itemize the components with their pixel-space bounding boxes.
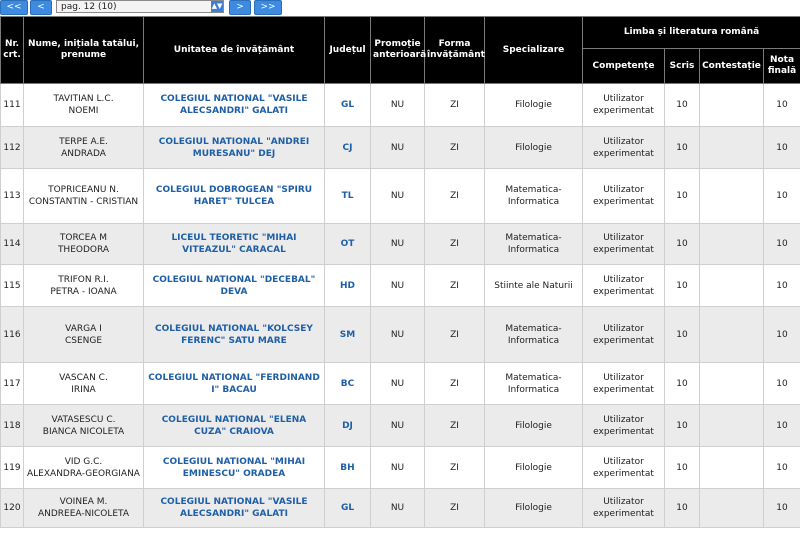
- cell-nota: [764, 127, 800, 169]
- cell-comp-text: Utilizator: [603, 274, 644, 285]
- cell-nota: [764, 489, 800, 528]
- table-row: [1, 363, 800, 405]
- cell-nr: [1, 363, 24, 405]
- table-row: [1, 307, 800, 363]
- cell-county-text: CJ: [342, 142, 353, 153]
- cell-scris: [665, 265, 700, 307]
- cell-scris: [665, 84, 700, 127]
- cell-promo: [371, 224, 425, 265]
- table-row: [1, 224, 800, 265]
- cell-name: [24, 489, 144, 528]
- cell-name: [24, 224, 144, 265]
- cell-promo-text: NU: [390, 378, 405, 389]
- cell-promo: [371, 265, 425, 307]
- cell-form: [425, 405, 485, 447]
- cell-school: [144, 127, 325, 169]
- cell-nota-text: 10: [776, 142, 788, 153]
- cell-school-text: COLEGIUL NATIONAL "ELENA: [161, 414, 307, 425]
- page-select[interactable]: [56, 0, 224, 13]
- cell-spec-text: Informatica: [507, 384, 560, 395]
- cell-scris-text: 10: [676, 100, 688, 110]
- cell-spec-text: Filologie: [515, 420, 552, 431]
- cell-name: [24, 169, 144, 224]
- cell-school-text: COLEGIUL NATIONAL "MIHAI: [162, 456, 306, 467]
- table-row: [1, 169, 800, 224]
- cell-spec-text: Matematica-: [505, 185, 562, 195]
- cell-form: [425, 265, 485, 307]
- cell-form: [425, 84, 485, 127]
- cell-form: [425, 224, 485, 265]
- col-header-form: Forma învățământ: [425, 17, 485, 84]
- cell-scris: [665, 489, 700, 528]
- cell-school-text: ALECSANDRI" GALATI: [179, 509, 288, 519]
- cell-school-text: FERENC" SATU MARE: [181, 335, 287, 346]
- cell-nota: [764, 169, 800, 224]
- cell-nr-text: 111: [3, 100, 21, 110]
- cell-scris: [665, 405, 700, 447]
- cell-promo: [371, 127, 425, 169]
- cell-spec-text: Informatica: [507, 197, 560, 207]
- col-header-name: Nume, inițiala tatălui, prenume: [24, 17, 144, 84]
- cell-name-text: NOEMI: [68, 106, 99, 116]
- cell-school-text: VITEAZUL" CARACAL: [182, 245, 286, 255]
- cell-form-text: ZI: [450, 142, 459, 153]
- col-header-county: Județul: [325, 17, 371, 84]
- cell-nr-text: 112: [3, 142, 21, 153]
- cell-name-text: PETRA - IOANA: [50, 286, 117, 297]
- cell-cont: [700, 127, 764, 169]
- cell-school-text: EMINESCU" ORADEA: [182, 468, 286, 479]
- col-header-nr: Nr. crt.: [1, 17, 24, 84]
- cell-comp-text: experimentat: [593, 509, 654, 519]
- cell-name-text: THEODORA: [57, 245, 110, 255]
- cell-nota: [764, 224, 800, 265]
- cell-nr-text: 114: [3, 239, 21, 249]
- cell-school-text: COLEGIUL NATIONAL "FERDINAND: [148, 372, 320, 383]
- cell-county: [325, 224, 371, 265]
- cell-promo-text: NU: [390, 239, 405, 249]
- cell-school-text: CUZA" CRAIOVA: [194, 426, 274, 437]
- cell-comp: [583, 363, 665, 405]
- cell-scris-text: 10: [676, 142, 688, 153]
- cell-spec: [485, 84, 583, 127]
- cell-school-text: ALECSANDRI" GALATI: [179, 106, 288, 116]
- cell-nota: [764, 363, 800, 405]
- page-select-value: pag. 12 (10): [61, 2, 117, 12]
- col-header-spec: Specializare: [485, 17, 583, 84]
- cell-cont: [700, 405, 764, 447]
- cell-promo: [371, 84, 425, 127]
- cell-spec-text: Informatica: [507, 245, 560, 255]
- cell-comp-text: experimentat: [593, 286, 654, 297]
- cell-name: [24, 84, 144, 127]
- cell-comp-text: Utilizator: [603, 456, 644, 467]
- cell-county-text: SM: [339, 329, 356, 340]
- cell-nr: [1, 447, 24, 489]
- cell-promo: [371, 447, 425, 489]
- cell-county-text: BC: [340, 378, 355, 389]
- cell-name: [24, 447, 144, 489]
- cell-comp-text: experimentat: [593, 106, 654, 116]
- cell-promo-text: NU: [390, 100, 405, 110]
- cell-nota: [764, 265, 800, 307]
- cell-promo: [371, 169, 425, 224]
- cell-name: [24, 307, 144, 363]
- table-row: [1, 447, 800, 489]
- col-header-comp: Competențe: [583, 49, 665, 84]
- cell-form-text: ZI: [450, 420, 459, 431]
- cell-form-text: ZI: [450, 503, 459, 513]
- cell-name-text: TERPE A.E.: [59, 136, 108, 147]
- cell-form: [425, 489, 485, 528]
- cell-comp-text: experimentat: [593, 468, 654, 479]
- cell-scris-text: 10: [676, 462, 688, 473]
- cell-scris: [665, 307, 700, 363]
- cell-promo-text: NU: [390, 420, 405, 431]
- cell-form-text: ZI: [450, 462, 459, 473]
- cell-scris-text: 10: [676, 280, 688, 291]
- cell-comp: [583, 169, 665, 224]
- cell-name-text: ALEXANDRA-GEORGIANA: [27, 468, 140, 479]
- cell-school: [144, 447, 325, 489]
- cell-promo: [371, 363, 425, 405]
- cell-cont: [700, 169, 764, 224]
- cell-comp: [583, 84, 665, 127]
- cell-county: [325, 363, 371, 405]
- cell-nota: [764, 405, 800, 447]
- cell-comp-text: Utilizator: [603, 233, 644, 243]
- cell-comp-text: Utilizator: [603, 94, 644, 104]
- cell-school: [144, 489, 325, 528]
- cell-name-text: VASCAN C.: [59, 372, 108, 383]
- cell-promo-text: NU: [390, 462, 405, 473]
- table-row: [1, 127, 800, 169]
- cell-cont: [700, 265, 764, 307]
- col-header-promo: Promoție anterioară: [371, 17, 425, 84]
- cell-comp: [583, 447, 665, 489]
- prev-page-button[interactable]: <: [30, 0, 52, 15]
- cell-county-text: DJ: [342, 420, 353, 431]
- cell-comp-text: experimentat: [593, 335, 654, 346]
- cell-form: [425, 363, 485, 405]
- cell-name-text: BIANCA NICOLETA: [42, 426, 125, 437]
- cell-cont: [700, 307, 764, 363]
- cell-comp: [583, 307, 665, 363]
- cell-spec: [485, 169, 583, 224]
- cell-form-text: ZI: [450, 329, 459, 340]
- cell-spec: [485, 489, 583, 528]
- cell-school: [144, 169, 325, 224]
- cell-form-text: ZI: [450, 100, 459, 110]
- cell-spec: [485, 363, 583, 405]
- cell-promo-text: NU: [390, 191, 405, 201]
- cell-county: [325, 489, 371, 528]
- cell-school-text: COLEGIUL NATIONAL "ANDREI: [158, 136, 310, 147]
- cell-name-text: ANDREEA-NICOLETA: [37, 509, 130, 519]
- cell-scris-text: 10: [676, 420, 688, 431]
- cell-name-text: TRIFON R.I.: [58, 274, 109, 285]
- cell-form-text: ZI: [450, 191, 459, 201]
- cell-cont: [700, 489, 764, 528]
- cell-school: [144, 224, 325, 265]
- cell-school: [144, 307, 325, 363]
- cell-promo: [371, 489, 425, 528]
- cell-nr: [1, 265, 24, 307]
- table-row: [1, 84, 800, 127]
- cell-school-text: COLEGIUL NATIONAL "VASILE: [160, 94, 308, 104]
- cell-scris: [665, 127, 700, 169]
- cell-nr-text: 119: [3, 462, 21, 473]
- cell-name-text: VARGA I: [65, 323, 102, 334]
- cell-school-text: COLEGIUL NATIONAL "VASILE: [160, 497, 308, 507]
- cell-comp-text: Utilizator: [603, 414, 644, 425]
- cell-nr: [1, 169, 24, 224]
- cell-spec-text: Filologie: [515, 100, 552, 110]
- cell-comp-text: experimentat: [593, 426, 654, 437]
- cell-nota-text: 10: [776, 191, 788, 201]
- cell-comp-text: experimentat: [593, 148, 654, 159]
- cell-nota-text: 10: [776, 462, 788, 473]
- cell-form-text: ZI: [450, 378, 459, 389]
- cell-scris-text: 10: [676, 329, 688, 340]
- cell-comp-text: experimentat: [593, 384, 654, 395]
- cell-name-text: ANDRADA: [61, 148, 106, 159]
- cell-scris: [665, 363, 700, 405]
- cell-nr-text: 113: [3, 191, 21, 201]
- cell-scris: [665, 447, 700, 489]
- cell-promo-text: NU: [390, 280, 405, 291]
- cell-nota-text: 10: [776, 100, 788, 110]
- col-header-cont: Contestație: [700, 49, 764, 84]
- cell-nr: [1, 489, 24, 528]
- cell-promo-text: NU: [390, 503, 405, 513]
- cell-school-text: COLEGIUL NATIONAL "DECEBAL": [152, 274, 316, 285]
- cell-comp-text: experimentat: [593, 245, 654, 255]
- cell-form: [425, 307, 485, 363]
- cell-name: [24, 363, 144, 405]
- next-page-button[interactable]: >: [229, 0, 251, 15]
- cell-nr-text: 115: [3, 280, 21, 291]
- cell-comp: [583, 127, 665, 169]
- cell-nr: [1, 127, 24, 169]
- cell-school-text: I" BACAU: [211, 384, 257, 395]
- cell-form: [425, 169, 485, 224]
- cell-name-text: TORCEA M: [59, 233, 108, 243]
- cell-spec: [485, 447, 583, 489]
- cell-comp-text: Utilizator: [603, 323, 644, 334]
- cell-promo-text: NU: [390, 329, 405, 340]
- cell-county-text: HD: [339, 280, 355, 291]
- cell-spec: [485, 307, 583, 363]
- col-header-scris: Scris: [665, 49, 700, 84]
- col-group-romanian: Limba și literatura română: [583, 17, 800, 49]
- cell-nr: [1, 307, 24, 363]
- last-page-button[interactable]: >>: [254, 0, 282, 15]
- cell-nota-text: 10: [776, 329, 788, 340]
- col-header-school: Unitatea de învățământ: [144, 17, 325, 84]
- cell-school: [144, 84, 325, 127]
- cell-nr-text: 117: [3, 378, 21, 389]
- cell-comp-text: Utilizator: [603, 136, 644, 147]
- cell-comp: [583, 265, 665, 307]
- cell-county: [325, 447, 371, 489]
- table-row: [1, 489, 800, 528]
- cell-nota-text: 10: [776, 420, 788, 431]
- cell-county-text: GL: [340, 100, 355, 110]
- cell-spec: [485, 127, 583, 169]
- cell-spec-text: Filologie: [515, 503, 552, 513]
- pagination-bar: [0, 0, 800, 15]
- cell-spec: [485, 405, 583, 447]
- cell-school-text: MURESANU" DEJ: [192, 148, 276, 159]
- cell-spec-text: Filologie: [515, 142, 552, 153]
- cell-spec-text: Stiinte ale Naturii: [494, 280, 573, 291]
- cell-promo: [371, 307, 425, 363]
- first-page-button[interactable]: <<: [0, 0, 28, 15]
- cell-promo-text: NU: [390, 142, 405, 153]
- cell-promo: [371, 405, 425, 447]
- cell-school-text: LICEUL TEORETIC "MIHAI: [171, 233, 297, 243]
- cell-school-text: COLEGIUL DOBROGEAN "SPIRU: [155, 185, 313, 195]
- cell-cont: [700, 447, 764, 489]
- cell-county: [325, 405, 371, 447]
- cell-form: [425, 127, 485, 169]
- cell-school-text: COLEGIUL NATIONAL "KOLCSEY: [155, 323, 313, 334]
- cell-spec-text: Informatica: [507, 335, 560, 346]
- cell-comp-text: Utilizator: [603, 372, 644, 383]
- results-table: [0, 16, 800, 528]
- cell-name: [24, 127, 144, 169]
- cell-nr-text: 120: [3, 503, 21, 513]
- cell-cont: [700, 224, 764, 265]
- cell-nota-text: 10: [776, 378, 788, 389]
- cell-county: [325, 84, 371, 127]
- cell-comp-text: Utilizator: [603, 497, 644, 507]
- cell-scris: [665, 224, 700, 265]
- cell-county: [325, 265, 371, 307]
- cell-comp: [583, 224, 665, 265]
- cell-nr: [1, 405, 24, 447]
- cell-nr-text: 118: [3, 420, 21, 431]
- cell-nota-text: 10: [776, 239, 788, 249]
- cell-form-text: ZI: [450, 280, 459, 291]
- col-header-nota: Nota finală: [764, 49, 800, 84]
- cell-county-text: OT: [340, 239, 355, 249]
- cell-scris-text: 10: [676, 239, 688, 249]
- cell-nr: [1, 84, 24, 127]
- chevron-updown-icon: ▲▼: [211, 2, 223, 10]
- cell-cont: [700, 84, 764, 127]
- cell-comp-text: experimentat: [593, 197, 654, 207]
- cell-name-text: VATASESCU C.: [51, 414, 116, 425]
- cell-scris: [665, 169, 700, 224]
- cell-name-text: TAVITIAN L.C.: [53, 94, 114, 104]
- cell-school-text: DEVA: [220, 286, 248, 297]
- cell-name-text: VOINEA M.: [59, 497, 108, 507]
- cell-county-text: TL: [341, 191, 354, 201]
- cell-nota-text: 10: [776, 280, 788, 291]
- cell-comp: [583, 405, 665, 447]
- cell-scris-text: 10: [676, 503, 688, 513]
- table-row: [1, 405, 800, 447]
- cell-name-text: VID G.C.: [64, 456, 103, 467]
- cell-school: [144, 265, 325, 307]
- cell-nr: [1, 224, 24, 265]
- cell-spec-text: Filologie: [515, 462, 552, 473]
- cell-county: [325, 307, 371, 363]
- cell-spec: [485, 224, 583, 265]
- cell-school: [144, 363, 325, 405]
- cell-spec-text: Matematica-: [505, 233, 562, 243]
- cell-school: [144, 405, 325, 447]
- cell-form-text: ZI: [450, 239, 459, 249]
- cell-name: [24, 405, 144, 447]
- cell-county-text: GL: [340, 503, 355, 513]
- table-row: [1, 265, 800, 307]
- cell-spec-text: Matematica-: [505, 323, 562, 334]
- cell-school-text: HARET" TULCEA: [193, 197, 275, 207]
- cell-county: [325, 169, 371, 224]
- cell-nota: [764, 84, 800, 127]
- cell-county-text: BH: [340, 462, 355, 473]
- cell-name-text: IRINA: [71, 384, 96, 395]
- cell-nota-text: 10: [776, 503, 788, 513]
- cell-nota: [764, 447, 800, 489]
- cell-nr-text: 116: [3, 329, 21, 340]
- cell-scris-text: 10: [676, 191, 688, 201]
- cell-spec-text: Matematica-: [505, 372, 562, 383]
- cell-comp: [583, 489, 665, 528]
- cell-name-text: CONSTANTIN - CRISTIAN: [28, 197, 139, 207]
- cell-cont: [700, 363, 764, 405]
- cell-name: [24, 265, 144, 307]
- cell-name-text: TOPRICEANU N.: [48, 185, 119, 195]
- cell-form: [425, 447, 485, 489]
- cell-comp-text: Utilizator: [603, 185, 644, 195]
- cell-scris-text: 10: [676, 378, 688, 389]
- cell-spec: [485, 265, 583, 307]
- cell-name-text: CSENGE: [64, 335, 103, 346]
- cell-nota: [764, 307, 800, 363]
- cell-county: [325, 127, 371, 169]
